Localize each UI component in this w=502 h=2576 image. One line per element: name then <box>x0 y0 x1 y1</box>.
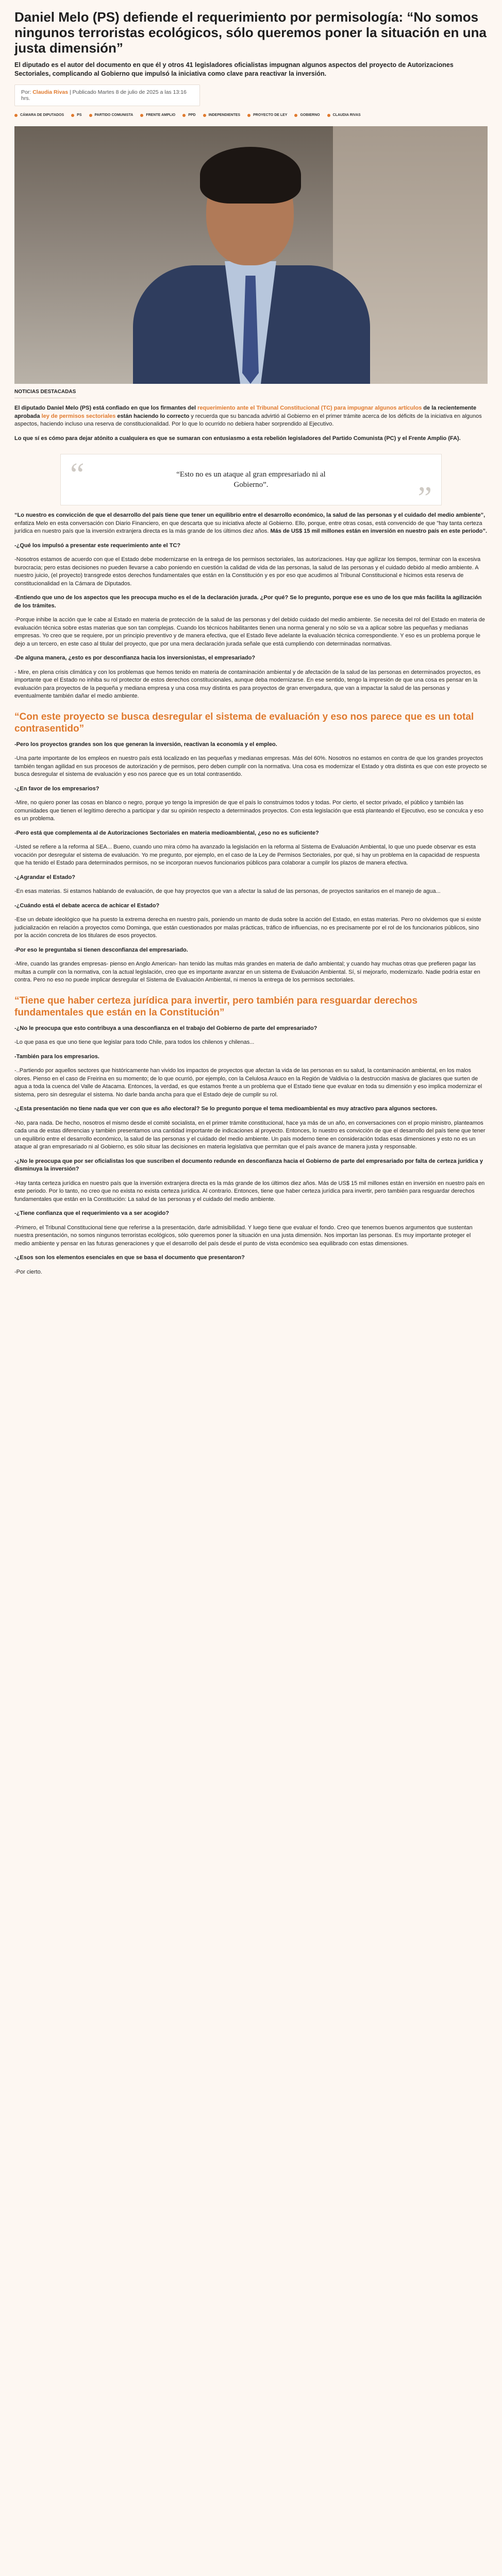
inline-link[interactable]: requerimiento ante el Tribunal Constitucional (TC) para impugnar algunos artículos <box>197 405 422 411</box>
question: -¿Cuándo está el debate acerca de achicar el Estado? <box>14 902 160 909</box>
answer: -Lo que pasa es que uno tiene que legislar para todo Chile, para todos los chilenos y chilenas... <box>14 1039 255 1045</box>
answer: -Usted se refiere a la reforma al SEA... Bueno, cuando uno mira cómo ha avanzado la legislación en la reforma al Sistema de Evaluación Ambiental, lo que uno puede observar es esta vocación por desregular el sistema de evaluación. Yo me pregunto, por ejemplo, en el caso de la Ley de Permisos Sectoriales, por qué, si hay un problema en la capacidad de respuesta que ha tenido el Estado para determinados permisos, no se incorporan nuevos funcionarios públicos para colaborar a cumplir los plazos de manera efectiva. <box>14 844 480 866</box>
answer: -Hay tanta certeza jurídica en nuestro país que la inversión extranjera directa es la más grande de los últimos diez años. Más de US$ 15 mil millones están en inversión en nuestro país en este periodo. Por lo tanto, no creo que no exista no exista certeza jurídica. Al contrario. Entonces, tiene que haber certeza jurídica para invertir, pero también para resguardar derechos fundamentales que están en la Constitución: La salud de las personas y el cuidado del medio ambiente. <box>14 1180 485 1202</box>
paragraph: “Lo nuestro es convicción de que el desarrollo del país tiene que tener un equilibrio entre el desarrollo económico, la salud de las personas y el cuidado del medio ambiente”, enfatiza Melo en esta conversación con Diario Financiero, en que descarta que su iniciativa afecte al Gobierno. Ello, porque, entre otras cosas, está convencido de que "hay tanta certeza jurídica en nuestro país que la inversión extranjera directa es la más grande de los últimos diez años. Más de US$ 15 mil millones están en inversión en nuestro país en este periodo”. <box>14 512 488 534</box>
quote-text: “Esto no es un ataque al gran empresariado ni al Gobierno”. <box>176 470 326 489</box>
question: -¿No le preocupa que por ser oficialistas los que suscriben el documento redunde en desconfianza hacia el Gobierno de parte del empresariado por falta de certeza jurídica y disminuya la inversión? <box>14 1158 483 1172</box>
question: -También para los empresarios. <box>14 1053 99 1060</box>
answer: -Mire, cuando las grandes empresas- pienso en Anglo American- han tenido las multas más grandes en materia de daño ambiental; y cuando hay muchas otras que prefieren pagar las multas a cumplir con la normativa, con la actual legislación, creo que es importante avanzar en un sistema de Evaluación Ambiental. Sí, sí mejorarlo, modernizarlo. Nadie podría estar en contra. Pero no eso no puede implicar desregular el Sistema de Evaluación Ambiental, ni menos la entrega de los permisos sectoriales. <box>14 961 480 983</box>
tag-item[interactable]: INDEPENDIENTES <box>203 113 240 117</box>
question: -¿En favor de los empresarios? <box>14 785 99 792</box>
answer: -Nosotros estamos de acuerdo con que el Estado debe modernizarse en la entrega de los permisos sectoriales, las autorizaciones. Hay que agilizar los tiempos, terminar con la excesiva burocracia; pero estas decisiones no pueden llevarse a cabo poniendo en cuestión la calidad de vida de las personas, la salud de las personas y el cuidado debido al medio ambiente. A nuestro juicio, (el proyecto) transgrede estos derechos fundamentales que están en la Constitución y es por eso que acudimos al Tribunal Constitucional e hicimos esta reserva de constitucionalidad en la Cámara de Diputados. <box>14 556 481 587</box>
question: -¿Agrandar el Estado? <box>14 874 75 880</box>
question: -¿Esos son los elementos esenciales en que se basa el documento que presentaron? <box>14 1255 245 1261</box>
answer: -Porque inhibe la acción que le cabe al Estado en materia de protección de la salud de las personas y del debido cuidado del medio ambiente. Se necesita del rol del Estado en materia de evaluación técnica sobre estas materias que son tan complejas. Cuando los técnicos habilitantes tienen una norma general y no sólo se va a aplicar sobre las pequeñas y medianas empresas. Yo creo que se requiere, por un principio preventivo y de manera efectiva, que el Estado lleve adelante la evaluación técnica correspondiente. Y eso es un problema porque le dejo a un tercero, en este caso al titular del proyecto, que por una mera declaración jurada señale que está cumpliendo con determinadas normativas. <box>14 617 485 647</box>
author-link[interactable]: Claudia Rivas <box>32 89 69 95</box>
inline-link[interactable]: ley de permisos sectoriales <box>41 413 116 419</box>
pull-quote: “Tiene que haber certeza jurídica para invertir, pero también para resguardar derechos fundamentales que están en la Constitución” <box>14 995 418 1018</box>
question: -Entiendo que uno de los aspectos que les preocupa mucho es el de la declaración jurada. ¿Por qué? Se lo pregunto, porque ese es uno de los que más facilita la agilización de los trámites. <box>14 595 482 609</box>
answer: -Una parte importante de los empleos en nuestro país está localizado en las pequeñas y medianas empresas. Más del 60%. Nosotros no estamos en contra de que los grandes proyectos también tengan agilidad en sus procesos de autorización y de permisos, pero deben cumplir con la normativa. Una cosa es modernizar el Estado y otra distinta es que con este proyecto se busca desregular el sistema de evaluación y eso nos parece que es un total contrasentido. <box>14 755 487 777</box>
article-body <box>14 404 488 1276</box>
question: -¿No le preocupa que esto contribuya a una desconfianza en el trabajo del Gobierno de parte del empresariado? <box>14 1025 317 1031</box>
answer: -Ese un debate ideológico que ha puesto la extrema derecha en nuestro país, poniendo un manto de duda sobre la acción del Estado, en estas materias. Pero no olvidemos que si existe judicialización en relación a proyectos como Dominga, que están cuestionados por malas prácticas, tráfico de influencias, no es precisamente por el rol de los funcionarios públicos, sino por la acción concreta de los titulares de esos proyectos. <box>14 917 481 939</box>
article-lead: El diputado es el autor del documento en que él y otros 41 legisladores oficialistas impugnan algunos aspectos del proyecto de Autorizaciones Sectoriales, complicando al Gobierno que impulsó la iniciativa como clave para reactivar la inversión. <box>14 61 454 77</box>
answer: - Mire, en plena crisis climática y con los problemas que hemos tenido en materia de contaminación ambiental y de afectación de la salud de las personas en determinados proyectos, es importante que el Estado no inhiba su rol protector de estos derechos constitucionales, aunque deba modernizarse. En ese sentido, tengo la impresión de que una cosa es pensar en la evaluación para proyectos de la pequeña y mediana empresa y una cosa muy distinta es para proyectos de gran envergadura, que van a impactar la salud de las personas y eventualmente también dañar el medio ambiente. <box>14 669 481 699</box>
question: -Pero los proyectos grandes son los que generan la inversión, reactivan la economía y el empleo. <box>14 741 277 748</box>
question: -Por eso le preguntaba si tienen desconfianza del empresariado. <box>14 946 188 953</box>
tag-item[interactable]: PS <box>71 113 81 117</box>
photo-caption: NOTICIAS DESTACADAS <box>14 389 76 398</box>
article-meta: Por: Claudia Rivas | Publicado Martes 8 de julio de 2025 a las 13:16 hrs. <box>14 84 200 106</box>
question: -Pero está que complementa al de Autorizaciones Sectoriales en materia medioambiental, ¿eso no es suficiente? <box>14 829 319 836</box>
tag-item[interactable]: PPD <box>182 113 195 117</box>
tag-list <box>14 113 488 117</box>
question: -De alguna manera, ¿esto es por desconfianza hacia los inversionistas, el empresariado? <box>14 655 256 661</box>
by-label: Por: <box>21 89 31 95</box>
tag-item[interactable]: CLAUDIA RIVAS <box>327 113 361 117</box>
article-title: Daniel Melo (PS) defiende el requerimiento por permisología: “No somos ningunos terroristas ecológicos, sólo queremos poner la situación en una justa dimensión” <box>14 9 487 56</box>
question: -¿Tiene confianza que el requerimiento va a ser acogido? <box>14 1210 169 1216</box>
close-quote-icon: ” <box>417 481 432 516</box>
quote-box <box>60 454 442 516</box>
question: -¿Qué los impulsó a presentar este requerimiento ante el TC? <box>14 542 181 549</box>
answer: -Mire, no quiero poner las cosas en blanco o negro, porque yo tengo la impresión de que el país lo construimos todos y todas. Por cierto, el sector privado, el público y también las comunidades que tienen el legítimo derecho a participar y dar su opinión respecto a determinados proyectos. Con esta legislación que está planteando el Ejecutivo, eso se conculca y eso es un problema. <box>14 800 483 822</box>
answer: -..Partiendo por aquellos sectores que históricamente han vivido los impactos de proyectos que afectan la vida de las personas en su salud, la contaminación ambiental, en los malos olores. Pienso en el caso de Freirina en su momento; de lo que ocurrió, por ejemplo, con la Celulosa Arauco en la Región de Valdivia o la destrucción masiva de glaciares que surten de agua a toda la cuenca del Valle de Atacama. Entonces, la verdad, es que estamos frente a un problema que el Estado tiene que evaluar en toda su dimensión y eso implica modernizar el sistema, pero sin desregular el sistema. No darle banda ancha para que el Estado deje de cumplir su rol. <box>14 1067 482 1098</box>
tag-item[interactable]: PARTIDO COMUNISTA <box>89 113 133 117</box>
paragraph: Lo que sí es cómo para dejar atónito a cualquiera es que se sumaran con entusiasmo a esta rebelión legisladores del Partido Comunista (PC) y el Frente Amplio (FA). <box>14 435 461 442</box>
pull-quote: “Con este proyecto se busca desregular el sistema de evaluación y eso nos parece que es un total contrasentido” <box>14 711 474 734</box>
question: -¿Esta presentación no tiene nada que ver con que es año electoral? Se lo pregunto porque el tema medioambiental es muy atractivo para algunos sectores. <box>14 1106 438 1112</box>
answer: -No, para nada. De hecho, nosotros el mismo desde el comité socialista, en el primer trámite constitucional, hace ya más de un año, en conversaciones con el propio ministro, planteamos cada una de estas diferencias y también presentamos una cantidad importante de indicaciones al proyecto. Entonces, lo nuestro es convicción de que el desarrollo del país tiene que tener un equilibrio entre el desarrollo económico, la salud de las personas y el cuidado del medio ambiente. Un país moderno tiene en consideración todas esas dimensiones y esto no es un ataque al gran empresariado ni al Gobierno, es sólo situar las decisiones en materia legislativa que permitan que el país avance de manera justa y responsable. <box>14 1120 486 1150</box>
answer: -Primero, el Tribunal Constitucional tiene que referirse a la presentación, darle admisibilidad. Y luego tiene que evaluar el fondo. Creo que tenemos buenos argumentos que sustentan nuestra presentación, no somos ningunos terroristas ecológicos, sólo queremos poner la situación en una justa dimensión. Nos importan las personas. Es muy importante proteger el medio ambiente y pensar en las futuras generaciones y que el desarrollo del país desde el punto de vista económico sea equilibrado con estas dimensiones. <box>14 1224 473 1247</box>
open-quote-icon: “ <box>70 457 85 492</box>
tag-item[interactable]: FRENTE AMPLIO <box>140 113 175 117</box>
answer: -Por cierto. <box>14 1268 42 1275</box>
tag-item[interactable]: CÁMARA DE DIPUTADOS <box>14 113 64 117</box>
answer: -En esas materias. Si estamos hablando de evaluación, de que hay proyectos que van a afectar la salud de las personas, de proyectos sanitarios en el manejo de agua... <box>14 888 441 894</box>
hero-photo <box>14 126 488 384</box>
paragraph: El diputado Daniel Melo (PS) está confiado en que los firmantes del requerimiento ante el Tribunal Constitucional (TC) para impugnar algunos artículos de la recientemente aprobada ley de permisos sectoriales están haciendo lo correcto y recuerda que su bancada advirtió al Gobierno en el primer trámite acerca de los déficits de la iniciativa en algunos aspectos, haciendo incluso una reserva de constitucionalidad. Por lo que lo ocurrido no debiera haber sorprendido al Ejecutivo. <box>14 405 482 427</box>
publish-date: Publicado Martes 8 de julio de 2025 a las 13:16 hrs. <box>21 89 187 101</box>
tag-item[interactable]: PROYECTO DE LEY <box>247 113 287 117</box>
tag-item[interactable]: GOBIERNO <box>294 113 320 117</box>
